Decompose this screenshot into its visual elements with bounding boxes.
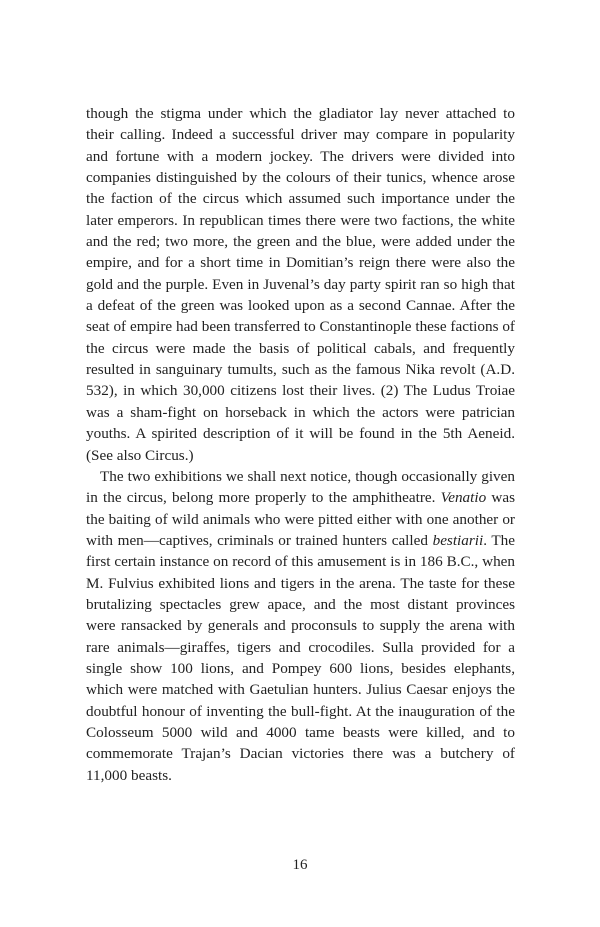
paragraph-text: though the stigma under which the gladiator lay never attached to their calling. Indeed a successful driver may compare in popularity and fortune with a modern jockey. The drivers were divided into companies distinguished by the colours of their tunics, whence arose the faction of the circus which assumed such importance under the later emperors. In republican times there were two factions, the white and the red; two more, the green and the blue, were added under the empire, and for a short time in Domitian’s reign there were also the gold and the purple. Even in Juvenal’s day party spirit ran so high that a defeat of the green was looked upon as a second Cannae. After the seat of empire had been transferred to Constantinople these factions of the circus were made the basis of political cabals, and frequently resulted in sanguinary tumults, such as the famous Nika revolt (A.D. 532), in which 30,000 citizens lost their lives. (2) The Ludus Troiae was a sham-fight on horseback in which the actors were patrician youths. A spirited description of it will be found in the 5th Aeneid. (See also Circus.): [86, 105, 515, 464]
italic-term: Venatio: [440, 489, 487, 507]
paragraph: [86, 103, 515, 466]
page-number: 16: [292, 857, 308, 873]
page-body: [86, 103, 515, 786]
paragraph-text: . The first certain instance on record of this amusement is in 186 B.C., when M. Fulvius exhibited lions and tigers in the arena. The taste for these brutalizing spectacles grew apace, and the most distant provinces were ransacked by generals and proconsuls to supply the arena with rare animals—giraffes, tigers and crocodiles. Sulla provided for a single show 100 lions, and Pompey 600 lions, besides elephants, which were matched with Gaetulian hunters. Julius Caesar enjoys the doubtful honour of inventing the bull-fight. At the inauguration of the Colosseum 5000 wild and 4000 tame beasts were killed, and to commemorate Trajan’s Dacian victories there was a butchery of 11,000 beasts.: [86, 531, 515, 784]
paragraph-text: The two exhibitions we shall next notice, though occasionally given in the circus, belong more properly to the amphitheatre.: [86, 467, 515, 507]
paragraph-text: was the baiting of wild animals who were pitted either with one another or with men—captives, criminals or trained hunters called: [86, 489, 516, 549]
paragraph: [86, 466, 515, 786]
italic-term: bestiarii: [432, 531, 484, 549]
